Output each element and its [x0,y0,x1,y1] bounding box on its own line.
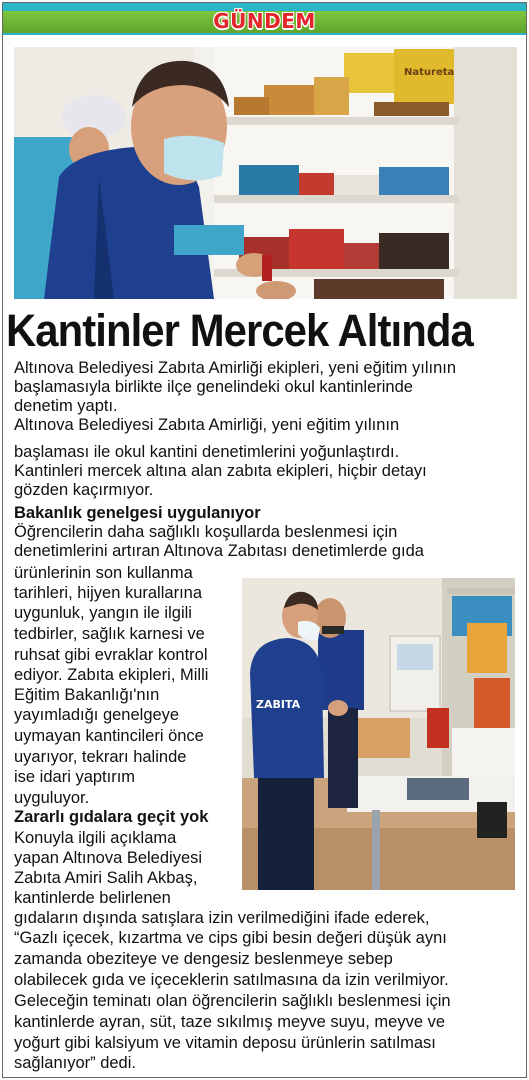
body-line: ruhsat gibi evraklar kontrol [14,646,208,664]
body-line: Konuyla ilgili açıklama [14,829,177,847]
body-line: Geleceğin teminatı olan öğrencilerin sağlıklı beslenmesi için [14,992,451,1010]
body-line: ediyor. Zabıta ekipleri, Milli [14,666,209,684]
vest-label: ZABITA [256,698,301,711]
body-line: Zabıta Amiri Salih Akbaş, [14,869,198,887]
body-line: olabilecek gıda ve içeceklerin satılmasına da izin verilmiyor. [14,971,449,989]
photo-canteen-inspection [14,47,517,299]
body-line: ise idari yaptırım [14,768,136,786]
body-line: başlamasıyla birlikte ilçe genelindeki okul kantinlerinde [14,378,413,396]
body-line: gıdaların dışında satışlara izin verilmediğini ifade ederek, [14,909,430,927]
body-line: kantinlerde belirlenen [14,889,171,907]
body-line: tedbirler, sağlık karnesi ve [14,625,205,643]
body-line: kantinlerde ayran, süt, taze sıkılmış meyve suyu, meyve ve [14,1013,446,1031]
body-line: denetimlerini artıran Altınova Zabıtası denetimlerde gıda [14,542,424,560]
body-line: Eğitim Bakanlığı'nın [14,686,160,704]
body-line: uyarıyor, tekrarı halinde [14,748,187,766]
subheading-ministry-circular: Bakanlık genelgesi uygulanıyor [14,504,261,522]
body-line: zamanda obeziteye ve dengesiz beslenmeye sebep [14,950,393,968]
body-line: yoğurt gibi kalsiyum ve vitamin deposu ürünlerin satılması [14,1034,436,1052]
body-line: gözden kaçırmıyor. [14,481,154,499]
subheading-harmful-food: Zararlı gıdalara geçit yok [14,808,209,826]
headline: Kantinler Mercek Altında [6,305,473,356]
body-line: başlaması ile okul kantini denetimlerini yoğunlaştırdı. [14,443,400,461]
body-line: sağlanıyor” dedi. [14,1054,136,1072]
body-line: Altınova Belediyesi Zabıta Amirliği, yeni eğitim yılının [14,416,400,434]
section-label: GÜNDEM [213,9,316,33]
body-line: uymayan kantincileri önce [14,727,204,745]
body-line: Altınova Belediyesi Zabıta Amirliği ekipleri, yeni eğitim yılının [14,359,457,377]
body-line: yayımladığı genelgeye [14,706,180,724]
body-line: “Gazlı içecek, kızartma ve cips gibi besin değeri düşük aynı [14,929,447,947]
body-line: uyguluyor. [14,789,90,807]
body-line: ürünlerinin son kullanma [14,564,193,582]
header-band-line [3,33,526,35]
body-line: uygunluk, yangın ile ilgili [14,604,192,622]
body-line: yapan Altınova Belediyesi [14,849,203,867]
shelf-brand-label: Natureta [404,67,455,78]
body-line: tarihleri, hijyen kurallarına [14,584,203,602]
photo-officers-in-canteen [242,578,515,890]
body-line: denetim yaptı. [14,397,118,415]
body-line: Öğrencilerin daha sağlıklı koşullarda beslenmesi için [14,523,398,541]
body-line: Kantinleri mercek altına alan zabıta ekipleri, hiçbir detayı [14,462,427,480]
